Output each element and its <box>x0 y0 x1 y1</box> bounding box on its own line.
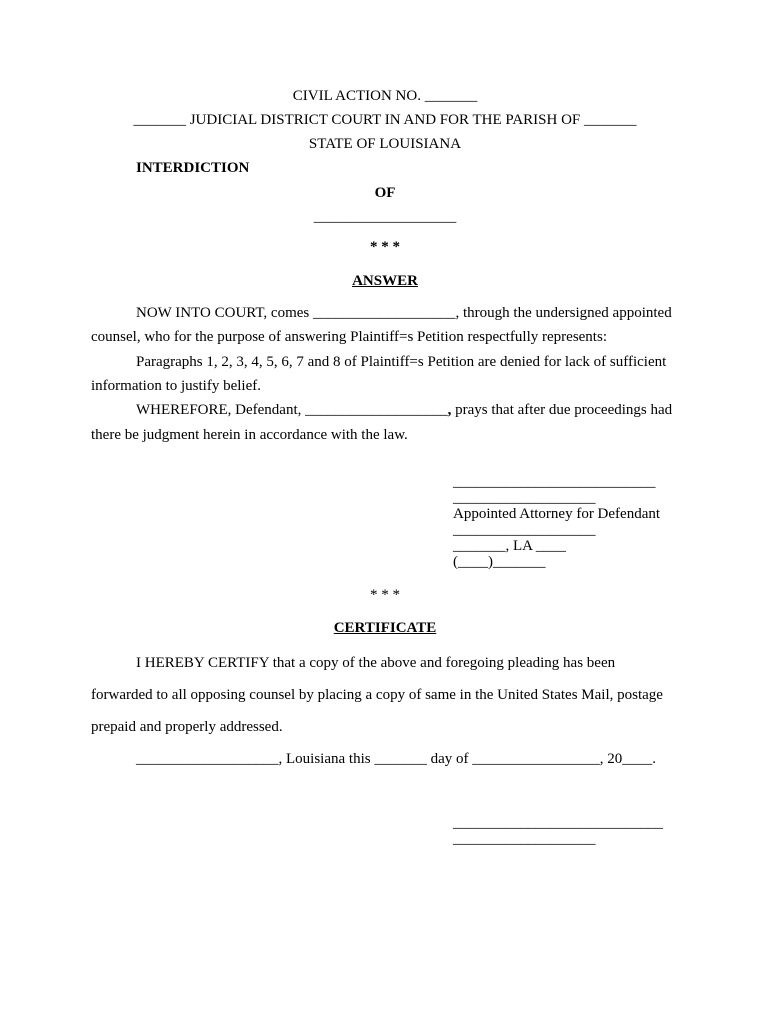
attorney-address-line: ___________________ <box>453 522 596 538</box>
answer-paragraph-1-line-1: NOW INTO COURT, comes ___________________, through the undersigned appointed <box>136 305 672 321</box>
answer-paragraph-2-line-1: Paragraphs 1, 2, 3, 4, 5, 6, 7 and 8 of Plaintiff=s Petition are denied for lack of sufficient <box>136 354 667 370</box>
separator-stars-2: * * * <box>370 587 400 603</box>
certificate-line-2: forwarded to all opposing counsel by placing a copy of same in the United States Mail, postage <box>91 687 663 703</box>
state-name: STATE OF LOUISIANA <box>308 136 462 152</box>
certificate-line-1: I HEREBY CERTIFY that a copy of the above and foregoing pleading has been <box>136 655 616 671</box>
attorney-phone-line: (____)_______ <box>453 554 546 570</box>
court-name: _______ JUDICIAL DISTRICT COURT IN AND FOR THE PARISH OF _______ <box>133 112 637 128</box>
wherefore-comma: , <box>447 402 452 418</box>
interdict-name-blank: ___________________ <box>313 209 457 225</box>
interdiction-heading: INTERDICTION <box>136 160 250 176</box>
of-heading: OF <box>374 185 396 201</box>
attorney-city-line: _______, LA ____ <box>453 538 566 554</box>
attorney-signature-line: ___________________________ <box>453 474 656 490</box>
answer-heading: ANSWER <box>352 273 418 289</box>
separator-stars: * * * <box>370 239 400 255</box>
certificate-name-line: ___________________ <box>453 831 596 847</box>
civil-action-number: CIVIL ACTION NO. _______ <box>292 88 478 104</box>
attorney-title: Appointed Attorney for Defendant <box>453 506 661 522</box>
certificate-heading: CERTIFICATE <box>333 620 437 636</box>
certificate-date-line: ___________________, Louisiana this _______ day of _________________, 20____. <box>136 751 656 767</box>
answer-paragraph-2-line-2: information to justify belief. <box>91 378 261 394</box>
answer-paragraph-3-line-1 <box>136 401 672 419</box>
answer-paragraph-1-line-2: counsel, who for the purpose of answering Plaintiff=s Petition respectfully represents: <box>91 329 607 345</box>
wherefore-prayer: prays that after due proceedings had <box>451 402 673 418</box>
certificate-signature-line: ____________________________ <box>453 815 663 831</box>
attorney-name-line: ___________________ <box>453 490 596 506</box>
wherefore-text: WHEREFORE, Defendant, ___________________ <box>136 402 448 418</box>
answer-paragraph-3-line-2: there be judgment herein in accordance with the law. <box>91 427 408 443</box>
certificate-line-3: prepaid and properly addressed. <box>91 719 283 735</box>
